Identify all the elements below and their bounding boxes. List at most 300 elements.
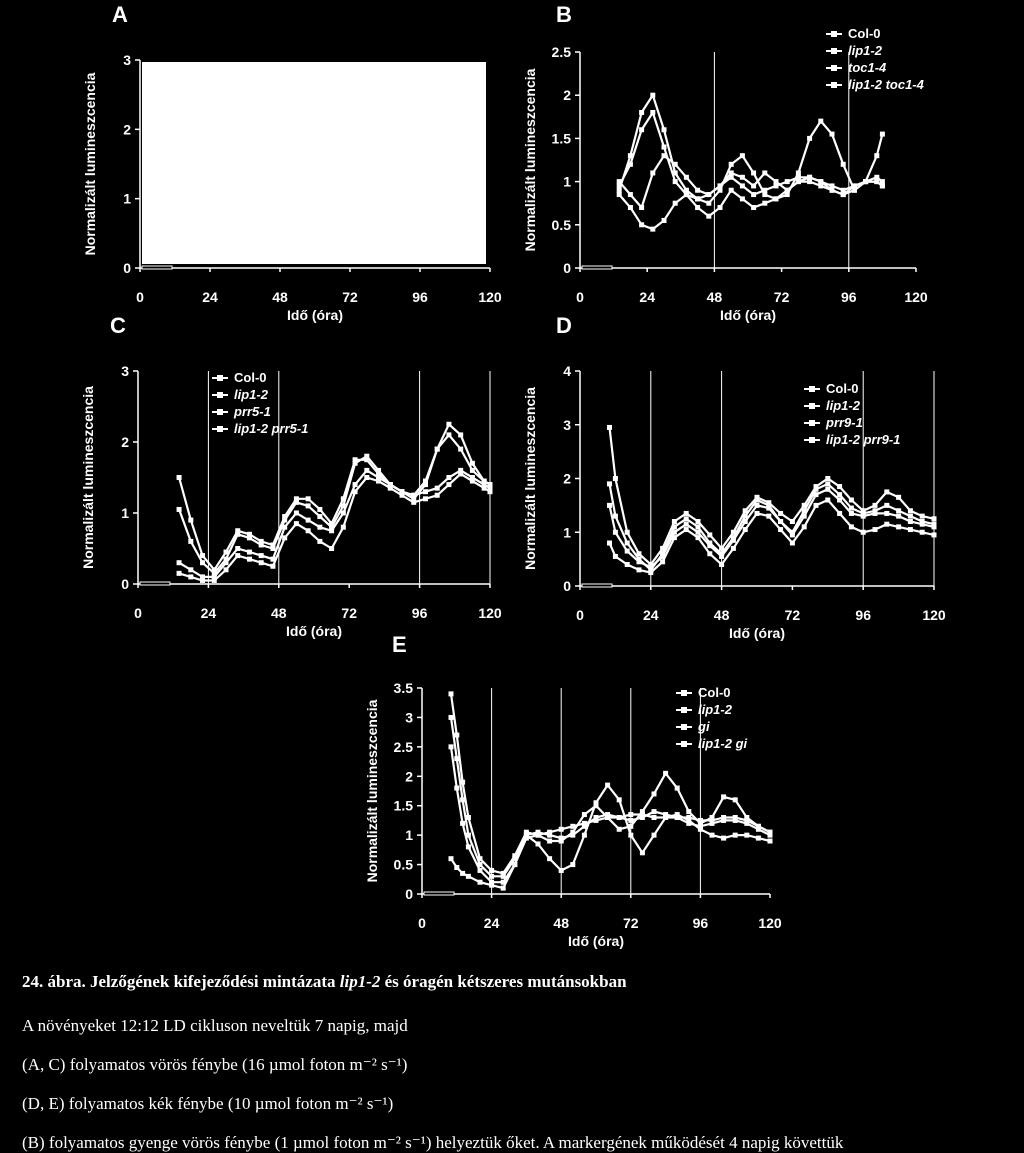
data-point — [353, 482, 358, 487]
y-tick-label: 1 — [563, 173, 571, 190]
data-point — [594, 818, 599, 823]
data-point — [454, 733, 459, 738]
data-point — [341, 525, 346, 530]
data-point — [247, 550, 252, 555]
data-point — [731, 530, 736, 535]
data-point — [706, 201, 711, 206]
data-point — [648, 565, 653, 570]
series-line-lip1-2 — [610, 427, 935, 564]
y-axis-label: Normalizált lumineszcencia — [80, 386, 96, 569]
x-axis-label: Idő (óra) — [729, 625, 785, 641]
data-point — [662, 127, 667, 132]
data-point — [696, 535, 701, 540]
data-point — [200, 560, 205, 565]
data-point — [830, 132, 835, 137]
data-point — [650, 170, 655, 175]
data-point — [639, 127, 644, 132]
series-line-lip1-2-toc1-4 — [619, 121, 882, 229]
data-point — [721, 794, 726, 799]
legend-marker — [681, 724, 687, 730]
x-tick-label: 120 — [478, 605, 502, 621]
data-point — [235, 553, 240, 558]
data-point — [796, 179, 801, 184]
data-point — [861, 508, 866, 513]
data-point — [721, 836, 726, 841]
data-point — [652, 791, 657, 796]
data-point — [570, 830, 575, 835]
x-tick-label: 72 — [773, 289, 790, 305]
legend-entry: Col-0 — [848, 26, 881, 41]
data-point — [200, 578, 205, 583]
data-point — [766, 500, 771, 505]
data-point — [235, 528, 240, 533]
data-point — [617, 815, 622, 820]
data-point — [675, 786, 680, 791]
chart-panel-d — [522, 313, 946, 641]
x-tick-label: 48 — [271, 605, 287, 621]
data-point — [613, 554, 618, 559]
data-point — [547, 839, 552, 844]
data-point — [710, 833, 715, 838]
data-point — [695, 196, 700, 201]
data-point — [364, 468, 369, 473]
data-point — [740, 153, 745, 158]
data-point — [740, 175, 745, 180]
light-dark-bar — [582, 584, 612, 587]
data-point — [731, 546, 736, 551]
x-tick-label: 0 — [136, 289, 144, 305]
data-point — [744, 833, 749, 838]
data-point — [743, 527, 748, 532]
data-point — [849, 524, 854, 529]
data-point — [814, 492, 819, 497]
data-point — [733, 797, 738, 802]
data-point — [637, 567, 642, 572]
data-point — [617, 188, 622, 193]
data-point — [458, 432, 463, 437]
data-point — [449, 715, 454, 720]
x-axis-label: Idő (óra) — [287, 307, 343, 323]
data-point — [536, 833, 541, 838]
y-axis-label: Normalizált lumineszcencia — [522, 68, 538, 252]
data-point — [814, 503, 819, 508]
y-tick-label: 1.5 — [551, 130, 571, 147]
y-tick-label: 2.5 — [393, 738, 413, 755]
data-point — [908, 508, 913, 513]
x-tick-label: 48 — [706, 289, 723, 305]
data-point — [756, 824, 761, 829]
panel-letter: A — [112, 2, 128, 27]
data-point — [489, 883, 494, 888]
legend-marker — [831, 65, 837, 71]
data-point — [353, 489, 358, 494]
y-tick-label: 4 — [563, 363, 571, 379]
legend-marker — [809, 403, 815, 409]
data-point — [188, 574, 193, 579]
legend-marker — [217, 392, 223, 398]
data-point — [411, 500, 416, 505]
data-point — [908, 514, 913, 519]
data-point — [628, 818, 633, 823]
data-point — [762, 170, 767, 175]
data-point — [188, 567, 193, 572]
data-point — [825, 487, 830, 492]
data-point — [628, 812, 633, 817]
y-tick-label: 2 — [405, 768, 413, 785]
data-point — [896, 508, 901, 513]
data-point — [733, 815, 738, 820]
data-point — [188, 518, 193, 523]
data-point — [766, 514, 771, 519]
caption-line-3: (D, E) folyamatos kék fénybe (10 µmol foton m⁻² s⁻¹) — [22, 1094, 394, 1113]
legend-entry: Col-0 — [826, 381, 859, 396]
chart-panel-b — [522, 2, 928, 323]
x-tick-label: 48 — [272, 289, 288, 305]
data-point — [768, 830, 773, 835]
data-point — [719, 554, 724, 559]
data-point — [524, 833, 529, 838]
data-point — [841, 192, 846, 197]
data-point — [707, 543, 712, 548]
data-point — [751, 192, 756, 197]
data-point — [896, 495, 901, 500]
data-point — [837, 484, 842, 489]
data-point — [802, 524, 807, 529]
y-tick-label: 3 — [563, 416, 571, 433]
data-point — [814, 484, 819, 489]
data-point — [482, 479, 487, 484]
data-point — [663, 815, 668, 820]
data-point — [648, 570, 653, 575]
legend-entry: Col-0 — [234, 370, 267, 385]
legend-marker — [809, 437, 815, 443]
data-point — [729, 170, 734, 175]
data-point — [896, 514, 901, 519]
data-point — [470, 479, 475, 484]
data-point — [617, 797, 622, 802]
legend-marker — [831, 48, 837, 54]
data-point — [778, 511, 783, 516]
data-point — [740, 196, 745, 201]
x-tick-label: 96 — [855, 607, 871, 623]
legend-entry: prr9-1 — [826, 415, 863, 430]
x-tick-label: 96 — [841, 289, 857, 305]
data-point — [617, 192, 622, 197]
data-point — [454, 786, 459, 791]
data-point — [825, 498, 830, 503]
legend-entry: lip1-2 toc1-4 — [848, 77, 924, 92]
x-axis-label: Idő (óra) — [286, 623, 342, 639]
series-line-lip1-2 — [619, 95, 882, 203]
y-tick-label: 1 — [121, 505, 129, 521]
data-point — [790, 541, 795, 546]
data-point — [785, 192, 790, 197]
data-point — [743, 508, 748, 513]
data-point — [364, 457, 369, 462]
data-point — [235, 546, 240, 551]
data-point — [536, 841, 541, 846]
x-tick-label: 48 — [553, 915, 569, 931]
data-point — [778, 519, 783, 524]
data-point — [802, 514, 807, 519]
y-tick-label: 2 — [563, 87, 571, 104]
data-point — [466, 844, 471, 849]
data-point — [908, 527, 913, 532]
data-point — [488, 482, 493, 487]
legend-marker — [217, 426, 223, 432]
x-tick-label: 120 — [904, 289, 928, 305]
data-point — [721, 815, 726, 820]
data-point — [446, 475, 451, 480]
data-point — [628, 192, 633, 197]
data-point — [852, 188, 857, 193]
data-point — [807, 179, 812, 184]
data-point — [628, 833, 633, 838]
data-point — [755, 503, 760, 508]
data-point — [559, 868, 564, 873]
data-point — [177, 560, 182, 565]
data-point — [400, 493, 405, 498]
data-point — [932, 516, 937, 521]
data-point — [466, 815, 471, 820]
y-axis-label: Normalizált lumineszcencia — [82, 72, 98, 256]
data-point — [849, 511, 854, 516]
data-point — [607, 425, 612, 430]
legend-marker — [831, 31, 837, 37]
y-tick-label: 0 — [123, 260, 131, 276]
data-point — [755, 495, 760, 500]
x-tick-label: 24 — [200, 605, 217, 621]
y-tick-label: 0 — [563, 578, 571, 594]
data-point — [920, 530, 925, 535]
light-dark-bar — [424, 892, 454, 895]
data-point — [270, 542, 275, 547]
data-point — [718, 183, 723, 188]
legend-entry: toc1-4 — [848, 60, 887, 75]
legend-entry: lip1-2 prr9-1 — [826, 432, 901, 447]
data-point — [762, 192, 767, 197]
data-point — [743, 519, 748, 524]
data-point — [751, 170, 756, 175]
x-axis-label: Idő (óra) — [720, 307, 776, 323]
data-point — [547, 830, 552, 835]
data-point — [755, 511, 760, 516]
data-point — [449, 856, 454, 861]
data-point — [696, 530, 701, 535]
legend-marker — [681, 707, 687, 713]
x-tick-label: 120 — [758, 915, 782, 931]
data-point — [884, 522, 889, 527]
data-point — [329, 546, 334, 551]
data-point — [458, 471, 463, 476]
y-tick-label: 0 — [405, 886, 413, 902]
data-point — [435, 447, 440, 452]
series-line-Col-0 — [610, 484, 935, 570]
data-point — [259, 553, 264, 558]
data-point — [825, 476, 830, 481]
data-point — [376, 471, 381, 476]
data-point — [818, 179, 823, 184]
data-point — [920, 522, 925, 527]
series-line-lip1-2 — [451, 694, 770, 874]
legend-entry: lip1-2 — [826, 398, 860, 413]
data-point — [880, 132, 885, 137]
data-point — [790, 532, 795, 537]
data-point — [650, 110, 655, 115]
data-point — [684, 175, 689, 180]
panel-letter: E — [392, 632, 407, 657]
data-point — [672, 519, 677, 524]
data-point — [247, 532, 252, 537]
data-point — [729, 188, 734, 193]
legend-marker — [681, 690, 687, 696]
data-point — [863, 179, 868, 184]
x-tick-label: 0 — [576, 289, 584, 305]
data-point — [224, 557, 229, 562]
data-point — [460, 821, 465, 826]
x-tick-label: 24 — [643, 607, 659, 623]
data-point — [778, 527, 783, 532]
legend-marker — [831, 82, 837, 88]
data-point — [478, 880, 483, 885]
data-point — [837, 498, 842, 503]
data-point — [640, 850, 645, 855]
y-tick-label: 3.5 — [393, 680, 413, 696]
data-point — [707, 551, 712, 556]
data-point — [908, 519, 913, 524]
x-tick-label: 120 — [478, 289, 502, 305]
data-point — [317, 539, 322, 544]
x-axis-label: Idő (óra) — [568, 933, 624, 949]
data-point — [652, 809, 657, 814]
data-point — [559, 839, 564, 844]
legend-entry: lip1-2 gi — [698, 736, 748, 751]
x-tick-label: 24 — [639, 289, 655, 305]
data-point — [512, 862, 517, 867]
data-point — [489, 868, 494, 873]
data-point — [880, 183, 885, 188]
data-point — [818, 119, 823, 124]
legend-marker — [809, 386, 815, 392]
data-point — [388, 486, 393, 491]
data-point — [696, 519, 701, 524]
data-point — [932, 532, 937, 537]
y-tick-label: 3 — [405, 709, 413, 726]
y-tick-label: 0.5 — [551, 216, 571, 233]
data-point — [762, 201, 767, 206]
x-tick-label: 96 — [412, 289, 428, 305]
data-point — [559, 827, 564, 832]
series-line-toc1-4 — [619, 113, 882, 199]
data-point — [639, 110, 644, 115]
data-point — [861, 514, 866, 519]
data-point — [547, 856, 552, 861]
data-point — [617, 183, 622, 188]
data-point — [306, 503, 311, 508]
light-dark-bar — [582, 266, 612, 269]
data-point — [744, 818, 749, 823]
data-point — [411, 493, 416, 498]
data-point — [774, 196, 779, 201]
data-point — [501, 871, 506, 876]
data-point — [177, 571, 182, 576]
data-point — [200, 553, 205, 558]
data-point — [650, 227, 655, 232]
data-point — [458, 447, 463, 452]
y-tick-label: 0 — [563, 260, 571, 276]
data-point — [582, 833, 587, 838]
data-point — [650, 93, 655, 98]
data-point — [707, 532, 712, 537]
data-point — [637, 559, 642, 564]
data-point — [884, 511, 889, 516]
legend-entry: gi — [698, 719, 710, 734]
data-point — [177, 507, 182, 512]
data-point — [660, 559, 665, 564]
data-point — [768, 839, 773, 844]
data-point — [652, 815, 657, 820]
data-point — [731, 538, 736, 543]
data-point — [873, 527, 878, 532]
data-point — [224, 550, 229, 555]
data-point — [807, 136, 812, 141]
data-point — [423, 496, 428, 501]
data-point — [802, 503, 807, 508]
caption-line-2: (A, C) folyamatos vörös fénybe (16 µmol foton m⁻² s⁻¹) — [22, 1055, 408, 1074]
panel-letter: C — [110, 313, 126, 338]
data-point — [607, 503, 612, 508]
data-point — [625, 530, 630, 535]
data-point — [478, 868, 483, 873]
data-point — [605, 815, 610, 820]
data-point — [662, 218, 667, 223]
caption-line-4: (B) folyamatos gyenge vörös fénybe (1 µmol foton m⁻² s⁻¹) helyeztük őket. A markergének működését 4 napig követtük — [22, 1133, 844, 1152]
data-point — [570, 824, 575, 829]
data-point — [259, 539, 264, 544]
legend-marker — [809, 420, 815, 426]
legend-marker — [217, 375, 223, 381]
data-point — [376, 479, 381, 484]
data-point — [751, 183, 756, 188]
data-point — [470, 468, 475, 473]
data-point — [740, 183, 745, 188]
data-point — [698, 818, 703, 823]
data-point — [695, 188, 700, 193]
data-point — [617, 827, 622, 832]
data-point — [625, 549, 630, 554]
y-axis-label: Normalizált lumineszcencia — [364, 699, 380, 883]
data-point — [706, 214, 711, 219]
data-point — [673, 179, 678, 184]
y-tick-label: 1 — [563, 524, 571, 541]
data-point — [684, 516, 689, 521]
data-point — [751, 205, 756, 210]
data-point — [478, 856, 483, 861]
x-tick-label: 96 — [411, 605, 428, 621]
data-point — [306, 518, 311, 523]
data-point — [841, 162, 846, 167]
y-axis-label: Normalizált lumineszcencia — [522, 387, 538, 570]
data-point — [695, 205, 700, 210]
data-point — [317, 525, 322, 530]
legend-entry: lip1-2 — [234, 387, 268, 402]
data-point — [874, 179, 879, 184]
light-dark-bar — [140, 582, 170, 585]
data-point — [825, 481, 830, 486]
y-tick-label: 2.5 — [551, 44, 571, 60]
data-point — [729, 162, 734, 167]
data-point — [874, 175, 879, 180]
